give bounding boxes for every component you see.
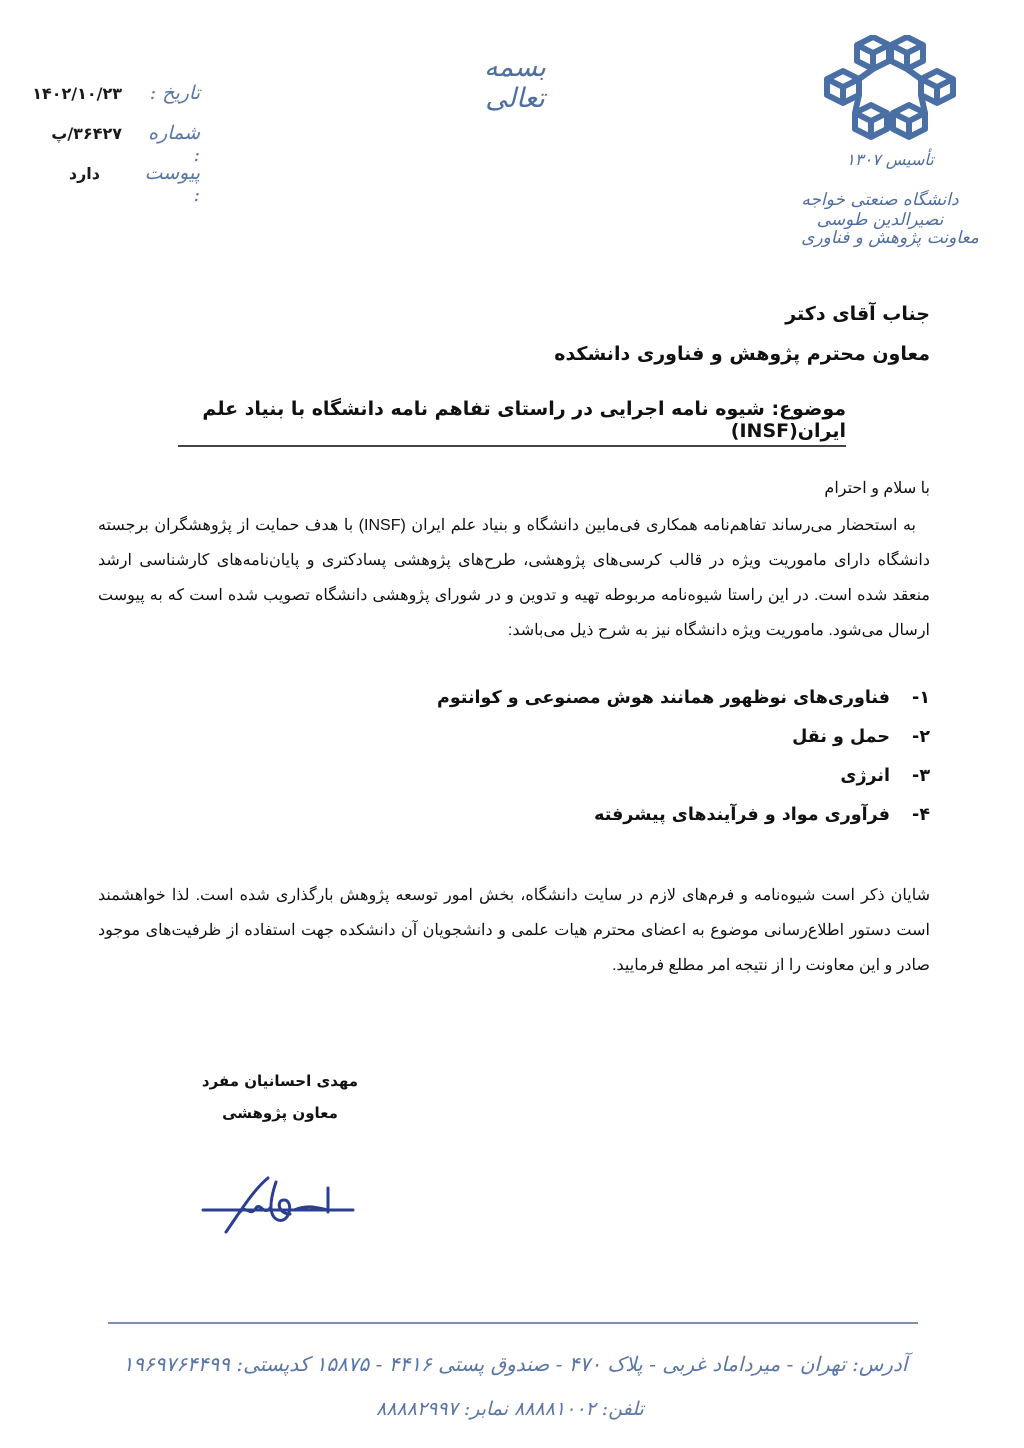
logo-department-name: معاونت پژوهش و فناوری xyxy=(801,228,979,248)
bismillah-heading: بسمه تعالی xyxy=(484,52,546,114)
missions-list xyxy=(430,688,930,844)
meta-number-value: ۳۶۴۲۷/پ xyxy=(51,124,122,143)
meta-date xyxy=(32,82,200,104)
footer-phone: تلفن: ۸۸۸۸۱۰۰۲ نمابر: ۸۸۸۸۲۹۹۷ xyxy=(376,1398,644,1420)
addressee-position: معاون محترم پژوهش و فناوری دانشکده xyxy=(554,343,930,365)
signatory-title: معاون پژوهشی xyxy=(222,1104,338,1122)
mission-number: ۳- xyxy=(912,766,930,786)
greeting: با سلام و احترام xyxy=(824,480,930,497)
mission-text: انرژی xyxy=(840,766,890,786)
mission-number: ۱- xyxy=(912,688,930,708)
mission-text: فرآوری مواد و فرآیندهای پیشرفته xyxy=(594,805,890,825)
logo-founded-year: تأسیس ۱۳۰۷ xyxy=(846,150,934,169)
letter-subject: موضوع: شیوه نامه اجرایی در راستای تفاهم نامه دانشگاه با بنیاد علم ایران(INSF) xyxy=(178,398,846,447)
meta-attachment-value: دارد xyxy=(68,164,100,183)
meta-attachment xyxy=(69,162,200,206)
footer-address: آدرس: تهران - میرداماد غربی - پلاک ۴۷۰ - صندوق پستی ۴۴۱۶ - ۱۵۸۷۵ کدپستی: ۱۹۶۹۷۶۴۴۹۹ xyxy=(122,1352,908,1376)
mission-number: ۲- xyxy=(912,727,930,747)
meta-attachment-label: پیوست : xyxy=(144,162,200,206)
meta-number-label: شماره : xyxy=(148,122,200,166)
handwritten-signature-icon xyxy=(198,1170,368,1240)
university-logo xyxy=(790,30,990,270)
meta-date-label: تاریخ : xyxy=(149,82,200,104)
meta-date-value: ۱۴۰۲/۱۰/۲۳ xyxy=(32,84,122,103)
meta-number xyxy=(51,122,200,166)
mission-item xyxy=(430,766,930,805)
mission-number: ۴- xyxy=(912,805,930,825)
mission-item xyxy=(430,805,930,844)
logo-emblem-icon xyxy=(815,35,965,155)
mission-text: فناوری‌های نوظهور همانند هوش مصنوعی و کوانتوم xyxy=(437,688,890,708)
mission-item xyxy=(430,727,930,766)
body-paragraph-request: شایان ذکر است شیوه‌نامه و فرم‌های لازم در سایت دانشگاه، بخش امور توسعه پژوهش بارگذاری شده است. لذا خواهشمند است دستور اطلاع‌رسانی موضوع به اعضای محترم هیات علمی و دانشجویان آن دانشکده جهت استفاده از ظرفیت‌های موجود صادر و این معاونت را از نتیجه امر مطلع فرمایید. xyxy=(98,887,931,974)
signatory-name: مهدی احسانیان مفرد xyxy=(201,1072,359,1090)
addressee-title: جناب آقای دکتر xyxy=(785,303,930,325)
body-paragraph-intro: به استحضار می‌رساند تفاهم‌نامه همکاری فی‌مابین دانشگاه و بنیاد علم ایران (INSF) با هدف حمایت از پژوهشگران برجسته دانشگاه دارای ماموریت ویژه در قالب کرسی‌های پژوهشی، طرح‌های پژوهشی پسادکتری و پایان‌نامه‌های کارشناسی ارشد منعقد شده است. در این راستا شیوه‌نامه مربوطه تهیه و تدوین و در شورای پژوهشی دانشگاه تصویب شده است که به پیوست ارسال می‌شود. ماموریت ویژه دانشگاه نیز به شرح ذیل می‌باشد: xyxy=(98,517,930,639)
logo-university-name: دانشگاه صنعتی خواجه نصیرالدین طوسی xyxy=(801,190,959,230)
mission-text: حمل و نقل xyxy=(792,727,890,747)
footer-divider xyxy=(108,1322,918,1324)
mission-item xyxy=(430,688,930,727)
